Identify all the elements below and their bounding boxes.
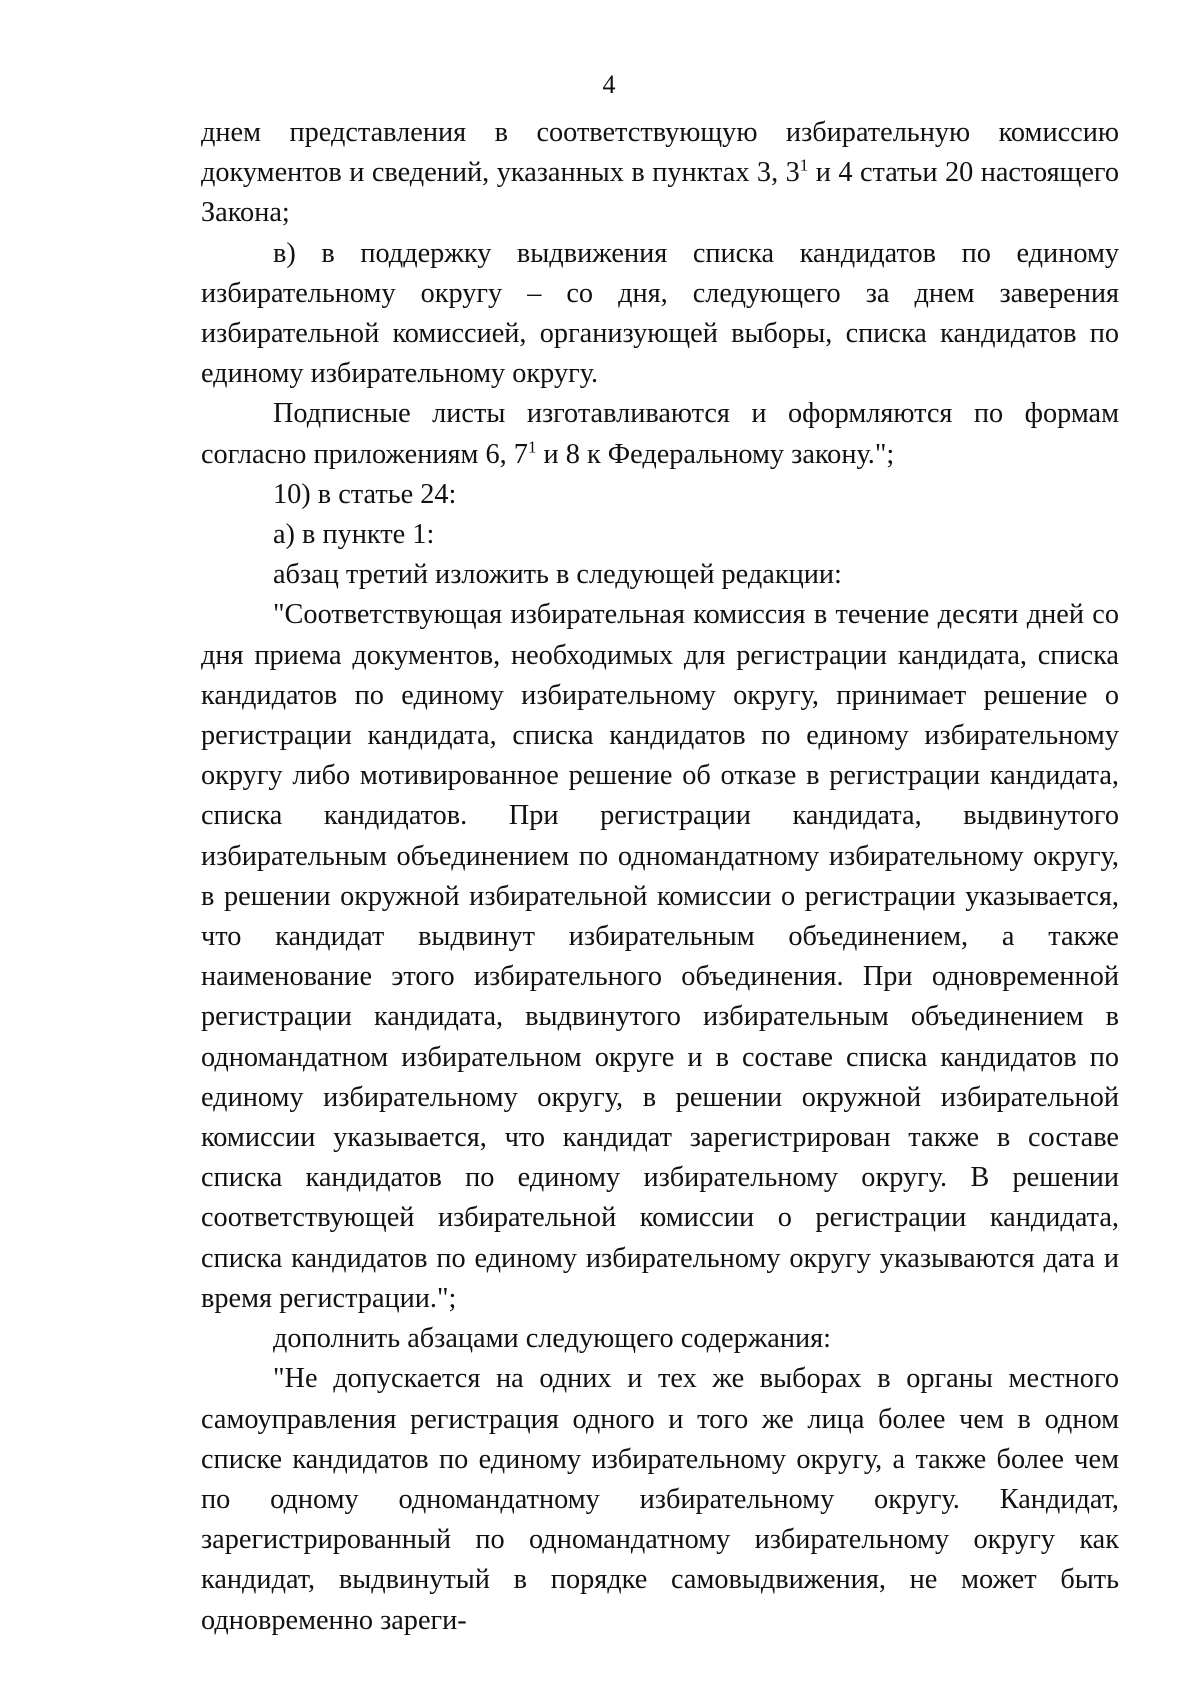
paragraph-continuation <box>201 113 1119 234</box>
document-body <box>201 113 1119 1641</box>
paragraph-point-1: а) в пункте 1: <box>273 519 435 551</box>
paragraph-registration-decision: "Соответствующая избирательная комиссия в течение десяти дней со дня приема документов, необходимых для регистрации кандидата, списка кандидатов по единому избирательному округу, принимает решение о регистрации кандидата, списка кандидатов по единому избирательному округу либо мотивированное решение об отказе в регистрации кандидата, списка кандидатов. При регистрации кандидата, выдвинутого избирательным объединением по одномандатному избирательному округу, в решении окружной избирательной комиссии о регистрации указывается, что кандидат выдвинут избирательным объединением, а также наименование этого избирательного объединения. При одновременной регистрации кандидата, выдвинутого избирательным объединением в одномандатном избирательном округе и в составе списка кандидатов по единому избирательному округу, в решении окружной избирательной комиссии указывается, что кандидат зарегистрирован также в составе списка кандидатов по единому избирательному округу. В решении соответствующей избирательной комиссии о регистрации кандидата, списка кандидатов по единому избирательному округу указываются дата и время регистрации."; <box>201 599 1119 1314</box>
paragraph-text: днем представления в соответствующую избирательную комиссию документов и сведений, указанных в пунктах 3, 3 <box>201 117 1119 189</box>
paragraph-text: и 8 к Федеральному закону."; <box>536 438 895 470</box>
paragraph-supplement: дополнить абзацами следующего содержания: <box>273 1323 832 1355</box>
paragraph-abzats-3: абзац третий изложить в следующей редакции: <box>273 559 842 591</box>
paragraph-text: Подписные листы изготавливаются и оформляются по формам согласно приложениям 6, 7 <box>201 398 1119 470</box>
paragraph-signature-sheets <box>201 394 1119 474</box>
superscript: 1 <box>527 437 537 457</box>
paragraph-article-24: 10) в статье 24: <box>273 478 457 510</box>
superscript: 1 <box>799 155 809 175</box>
page-number: 4 <box>602 70 616 99</box>
paragraph-item-v: в) в поддержку выдвижения списка кандидатов по единому избирательному округу – со дня, следующего за днем заверения избирательной комиссией, организующей выборы, списка кандидатов по единому избирательному округу. <box>201 237 1119 390</box>
paragraph-not-allowed: "Не допускается на одних и тех же выборах в органы местного самоуправления регистрация одного и того же лица более чем в одном списке кандидатов по единому избирательному округу, а также более чем по одному одномандатному избирательному округу. Кандидат, зарегистрированный по одномандатному избирательному округу как кандидат, выдвинутый в порядке самовыдвижения, не может быть одновременно зареги- <box>201 1363 1119 1636</box>
paragraph-text: и 4 статьи 20 настоящего Закона; <box>201 157 1119 229</box>
